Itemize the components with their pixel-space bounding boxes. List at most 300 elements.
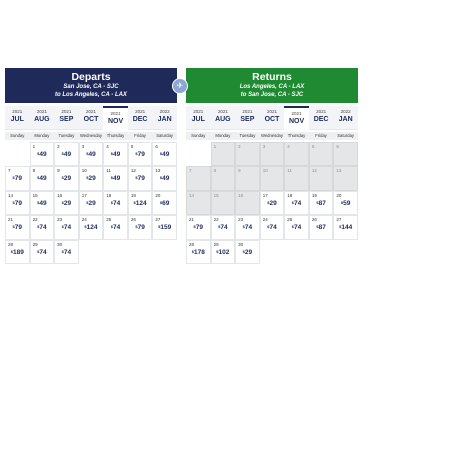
returns-day-cell bbox=[333, 166, 358, 190]
fare-amount: 189 bbox=[12, 248, 24, 256]
swap-airplane-icon[interactable]: ✈ bbox=[172, 78, 188, 94]
fare-amount: 49 bbox=[113, 175, 121, 183]
currency-symbol: $ bbox=[61, 224, 64, 230]
departs-weekday-wednesday: Wednesday bbox=[79, 133, 102, 138]
day-number: 23 bbox=[238, 217, 244, 223]
day-number: 12 bbox=[311, 168, 317, 174]
fare-price bbox=[153, 151, 176, 158]
currency-symbol: $ bbox=[37, 248, 40, 254]
departs-week-row bbox=[5, 191, 177, 215]
fare-price bbox=[55, 200, 78, 207]
returns-day-cell[interactable] bbox=[284, 191, 309, 215]
departs-day-cell[interactable] bbox=[54, 215, 79, 239]
returns-day-cell bbox=[284, 166, 309, 190]
fare-price bbox=[6, 200, 29, 207]
day-number: 7 bbox=[8, 168, 11, 174]
departs-day-cell[interactable] bbox=[128, 142, 153, 166]
departs-weekday-tuesday: Tuesday bbox=[58, 133, 75, 138]
departs-header bbox=[5, 68, 177, 103]
departs-week-row bbox=[5, 215, 177, 239]
currency-symbol: $ bbox=[159, 199, 163, 205]
returns-day-cell[interactable] bbox=[235, 215, 260, 239]
fare-price bbox=[104, 200, 127, 207]
departs-day-cell[interactable] bbox=[79, 215, 104, 239]
returns-weekday-monday: Monday bbox=[215, 133, 231, 138]
returns-day-cell bbox=[186, 191, 211, 215]
currency-symbol: $ bbox=[193, 224, 196, 230]
returns-month-year: 2021 bbox=[291, 111, 302, 116]
departs-empty-cell bbox=[103, 240, 128, 264]
fare-price bbox=[334, 200, 357, 207]
fare-price bbox=[153, 200, 176, 207]
day-number: 5 bbox=[130, 144, 134, 149]
day-number: 28 bbox=[189, 241, 195, 247]
departs-day-cell[interactable] bbox=[152, 191, 177, 215]
returns-month-name: SEP bbox=[240, 116, 255, 123]
departs-panel bbox=[5, 68, 177, 264]
currency-symbol: $ bbox=[135, 224, 138, 230]
returns-panel bbox=[186, 68, 358, 264]
currency-symbol: $ bbox=[110, 224, 114, 230]
day-number: 15 bbox=[213, 192, 219, 198]
departs-month-tab-oct[interactable] bbox=[79, 106, 104, 130]
returns-day-cell[interactable] bbox=[260, 215, 285, 239]
fare-amount: 79 bbox=[14, 199, 23, 207]
departs-month-year: 2021 bbox=[61, 109, 72, 114]
day-number: 8 bbox=[32, 168, 36, 174]
currency-symbol: $ bbox=[61, 151, 64, 156]
departs-day-cell[interactable] bbox=[54, 240, 79, 264]
day-number: 10 bbox=[81, 168, 87, 174]
departs-month-year: 2021 bbox=[12, 109, 23, 114]
departs-empty-cell bbox=[79, 240, 104, 264]
returns-weekday-tuesday: Tuesday bbox=[239, 133, 256, 138]
departs-day-cell[interactable] bbox=[152, 215, 177, 239]
fare-amount: 74 bbox=[39, 248, 47, 256]
departs-day-cell[interactable] bbox=[128, 166, 153, 190]
departs-day-cell[interactable] bbox=[30, 240, 55, 264]
departs-day-cell[interactable] bbox=[79, 191, 104, 215]
day-number: 26 bbox=[311, 217, 317, 223]
fare-amount: 79 bbox=[137, 224, 145, 232]
departs-day-cell[interactable] bbox=[79, 142, 104, 166]
departs-month-tab-nov[interactable] bbox=[103, 106, 128, 130]
returns-week-row bbox=[186, 191, 358, 215]
fare-price bbox=[129, 224, 152, 231]
returns-month-tab-jul[interactable] bbox=[186, 106, 211, 130]
departs-month-tabs bbox=[5, 106, 177, 130]
day-number: 20 bbox=[155, 192, 161, 198]
currency-symbol: $ bbox=[316, 224, 319, 230]
departs-day-cell[interactable] bbox=[30, 191, 55, 215]
returns-month-name: OCT bbox=[264, 116, 280, 123]
fare-price bbox=[31, 151, 54, 158]
returns-month-name: DEC bbox=[313, 116, 329, 123]
fare-price bbox=[261, 200, 284, 207]
departs-route-origin: San Jose, CA - SJC bbox=[63, 84, 119, 90]
fare-amount: 49 bbox=[63, 151, 72, 158]
fare-amount: 29 bbox=[269, 199, 277, 207]
departs-title: Departs bbox=[71, 71, 111, 83]
fare-price bbox=[31, 200, 54, 207]
fare-price bbox=[104, 151, 127, 158]
returns-week-row bbox=[186, 215, 358, 239]
returns-day-cell[interactable] bbox=[260, 191, 285, 215]
currency-symbol: $ bbox=[291, 224, 295, 230]
returns-day-cell bbox=[260, 166, 285, 190]
returns-day-cell[interactable] bbox=[284, 215, 309, 239]
fare-amount: 29 bbox=[244, 248, 253, 256]
departs-week-row bbox=[5, 240, 177, 264]
fare-amount: 79 bbox=[195, 224, 204, 232]
fare-price bbox=[310, 200, 333, 207]
departs-day-cell[interactable] bbox=[152, 142, 177, 166]
returns-route-destination: to San Jose, CA - SJC bbox=[240, 92, 304, 98]
fare-amount: 74 bbox=[220, 224, 228, 232]
returns-day-cell bbox=[284, 142, 309, 166]
fare-price bbox=[285, 200, 308, 207]
day-number: 15 bbox=[32, 192, 38, 198]
fare-price bbox=[80, 224, 103, 231]
fare-price bbox=[55, 249, 78, 256]
day-number: 27 bbox=[336, 217, 342, 223]
departs-day-cell[interactable] bbox=[152, 166, 177, 190]
day-number: 18 bbox=[287, 192, 293, 198]
fare-price bbox=[80, 175, 103, 182]
returns-month-tab-sep[interactable] bbox=[235, 106, 260, 130]
returns-weekday-header bbox=[186, 132, 358, 140]
day-number: 24 bbox=[81, 217, 87, 223]
currency-symbol: $ bbox=[37, 175, 40, 181]
departs-month-tab-jan[interactable] bbox=[152, 106, 177, 130]
returns-day-cell[interactable] bbox=[309, 215, 334, 239]
fare-amount: 178 bbox=[193, 248, 205, 256]
departs-calendar-grid bbox=[5, 142, 177, 264]
returns-month-year: 2021 bbox=[316, 109, 327, 114]
day-number: 30 bbox=[57, 241, 63, 247]
departs-month-name: SEP bbox=[59, 116, 74, 123]
departs-day-cell[interactable] bbox=[54, 166, 79, 190]
departs-weekday-monday: Monday bbox=[34, 133, 50, 138]
day-number: 14 bbox=[8, 192, 14, 198]
departs-day-cell[interactable] bbox=[5, 240, 30, 264]
returns-day-cell bbox=[235, 191, 260, 215]
returns-month-name: AUG bbox=[215, 116, 231, 123]
fare-price bbox=[55, 175, 78, 182]
returns-week-row bbox=[186, 240, 358, 264]
fare-amount: 74 bbox=[244, 224, 253, 232]
fare-amount: 74 bbox=[39, 224, 47, 232]
departs-month-tab-dec[interactable] bbox=[128, 106, 153, 130]
fare-amount: 74 bbox=[269, 224, 277, 232]
fare-amount: 79 bbox=[14, 224, 23, 232]
currency-symbol: $ bbox=[37, 224, 40, 230]
returns-week-row bbox=[186, 166, 358, 190]
departs-day-cell[interactable] bbox=[128, 191, 153, 215]
fare-amount: 69 bbox=[162, 199, 170, 207]
fare-amount: 79 bbox=[137, 151, 145, 158]
fare-price bbox=[104, 175, 127, 182]
fare-price bbox=[334, 224, 357, 231]
fare-price bbox=[31, 224, 54, 231]
fare-amount: 49 bbox=[88, 151, 96, 158]
currency-symbol: $ bbox=[159, 151, 163, 156]
fare-price bbox=[55, 151, 78, 158]
day-number: 25 bbox=[106, 217, 112, 223]
day-number: 6 bbox=[155, 144, 158, 149]
currency-symbol: $ bbox=[340, 199, 344, 205]
returns-month-tab-jan[interactable] bbox=[333, 106, 358, 130]
day-number: 30 bbox=[238, 241, 244, 247]
fare-amount: 124 bbox=[135, 199, 147, 207]
day-number: 25 bbox=[287, 217, 293, 223]
departs-day-cell[interactable] bbox=[128, 215, 153, 239]
fare-price bbox=[104, 224, 127, 231]
returns-day-cell bbox=[211, 166, 236, 190]
day-number: 9 bbox=[238, 168, 241, 174]
departs-day-cell[interactable] bbox=[54, 142, 79, 166]
departs-weekday-header bbox=[5, 132, 177, 140]
day-number: 13 bbox=[336, 168, 342, 174]
fare-amount: 49 bbox=[39, 151, 47, 158]
currency-symbol: $ bbox=[86, 199, 89, 205]
returns-day-cell[interactable] bbox=[309, 191, 334, 215]
returns-month-year: 2022 bbox=[340, 109, 351, 114]
day-number: 17 bbox=[262, 192, 268, 198]
day-number: 3 bbox=[81, 144, 85, 149]
returns-header bbox=[186, 68, 358, 103]
returns-day-cell bbox=[211, 191, 236, 215]
currency-symbol: $ bbox=[12, 175, 15, 181]
day-number: 9 bbox=[57, 168, 60, 174]
departs-month-tab-sep[interactable] bbox=[54, 106, 79, 130]
day-number: 1 bbox=[213, 144, 217, 149]
returns-route-origin: Los Angeles, CA - LAX bbox=[239, 84, 305, 90]
day-number: 18 bbox=[106, 192, 112, 198]
day-number: 21 bbox=[8, 217, 14, 223]
fare-price bbox=[55, 224, 78, 231]
day-number: 8 bbox=[213, 168, 217, 174]
returns-empty-cell bbox=[260, 240, 285, 264]
day-number: 21 bbox=[189, 217, 195, 223]
fare-amount: 49 bbox=[39, 175, 47, 183]
returns-month-tab-aug[interactable] bbox=[211, 106, 236, 130]
day-number: 11 bbox=[106, 168, 111, 174]
departs-weekday-thursday: Thursday bbox=[106, 133, 125, 138]
departs-month-year: 2022 bbox=[159, 109, 170, 114]
day-number: 1 bbox=[32, 144, 36, 149]
departs-empty-cell bbox=[152, 240, 177, 264]
departs-week-row bbox=[5, 166, 177, 190]
returns-month-name: JAN bbox=[338, 116, 353, 123]
currency-symbol: $ bbox=[12, 199, 15, 205]
currency-symbol: $ bbox=[191, 248, 194, 254]
departs-month-tab-aug[interactable] bbox=[30, 106, 55, 130]
fare-amount: 87 bbox=[318, 199, 326, 207]
fare-price bbox=[261, 224, 284, 231]
day-number: 7 bbox=[189, 168, 192, 174]
currency-symbol: $ bbox=[291, 199, 295, 205]
departs-day-cell[interactable] bbox=[103, 142, 128, 166]
currency-symbol: $ bbox=[339, 224, 342, 230]
currency-symbol: $ bbox=[216, 248, 219, 254]
returns-day-cell bbox=[260, 142, 285, 166]
returns-day-cell[interactable] bbox=[211, 215, 236, 239]
fare-amount: 29 bbox=[63, 199, 72, 207]
fare-amount: 79 bbox=[137, 175, 145, 183]
fare-price bbox=[212, 249, 235, 256]
departs-month-year: 2021 bbox=[135, 109, 146, 114]
departs-day-cell[interactable] bbox=[30, 215, 55, 239]
currency-symbol: $ bbox=[110, 199, 114, 205]
departs-day-cell[interactable] bbox=[5, 166, 30, 190]
currency-symbol: $ bbox=[267, 224, 270, 230]
fare-amount: 74 bbox=[294, 224, 302, 232]
currency-symbol: $ bbox=[110, 175, 114, 181]
fare-amount: 29 bbox=[88, 175, 96, 183]
returns-month-tab-dec[interactable] bbox=[309, 106, 334, 130]
day-number: 20 bbox=[336, 192, 342, 198]
currency-symbol: $ bbox=[110, 151, 114, 156]
day-number: 19 bbox=[311, 192, 317, 198]
day-number: 16 bbox=[238, 192, 244, 198]
departs-month-name: NOV bbox=[107, 118, 124, 125]
currency-symbol: $ bbox=[158, 224, 161, 230]
fare-amount: 74 bbox=[113, 199, 121, 207]
day-number: 24 bbox=[262, 217, 268, 223]
returns-empty-cell bbox=[333, 240, 358, 264]
currency-symbol: $ bbox=[242, 224, 245, 230]
departs-month-name: AUG bbox=[34, 116, 50, 123]
returns-day-cell bbox=[309, 142, 334, 166]
currency-symbol: $ bbox=[61, 175, 64, 181]
day-number: 2 bbox=[57, 144, 60, 149]
departs-empty-cell bbox=[5, 142, 30, 166]
returns-day-cell bbox=[309, 166, 334, 190]
fare-amount: 144 bbox=[341, 224, 353, 232]
departs-day-cell[interactable] bbox=[103, 215, 128, 239]
departs-day-cell[interactable] bbox=[54, 191, 79, 215]
returns-month-year: 2021 bbox=[193, 109, 204, 114]
returns-weekday-thursday: Thursday bbox=[287, 133, 306, 138]
day-number: 16 bbox=[57, 192, 63, 198]
fare-amount: 74 bbox=[294, 199, 302, 207]
returns-month-year: 2021 bbox=[242, 109, 253, 114]
departs-month-name: DEC bbox=[132, 116, 148, 123]
fare-amount: 49 bbox=[162, 175, 170, 183]
returns-day-cell bbox=[235, 142, 260, 166]
currency-symbol: $ bbox=[10, 248, 13, 254]
fare-price bbox=[310, 224, 333, 231]
currency-symbol: $ bbox=[159, 175, 163, 181]
currency-symbol: $ bbox=[86, 151, 89, 156]
returns-month-name: NOV bbox=[288, 118, 305, 125]
departs-day-cell[interactable] bbox=[79, 166, 104, 190]
fare-amount: 74 bbox=[63, 224, 72, 232]
departs-weekday-sunday: Sunday bbox=[10, 133, 25, 138]
departs-month-name: JAN bbox=[157, 116, 172, 123]
returns-day-cell[interactable] bbox=[186, 215, 211, 239]
day-number: 28 bbox=[8, 241, 14, 247]
returns-month-tab-nov[interactable] bbox=[284, 106, 309, 130]
fare-amount: 74 bbox=[113, 224, 121, 232]
currency-symbol: $ bbox=[242, 248, 245, 254]
departs-empty-cell bbox=[128, 240, 153, 264]
departs-month-tab-jul[interactable] bbox=[5, 106, 30, 130]
returns-day-cell[interactable] bbox=[333, 215, 358, 239]
fare-amount: 87 bbox=[318, 224, 326, 232]
fare-price bbox=[236, 224, 259, 231]
fare-price bbox=[153, 224, 176, 231]
fare-price bbox=[212, 224, 235, 231]
currency-symbol: $ bbox=[218, 224, 221, 230]
returns-title: Returns bbox=[252, 71, 292, 83]
currency-symbol: $ bbox=[86, 175, 89, 181]
departs-day-cell[interactable] bbox=[30, 166, 55, 190]
fare-price bbox=[129, 200, 152, 207]
day-number: 14 bbox=[189, 192, 195, 198]
fare-price bbox=[80, 151, 103, 158]
returns-day-cell bbox=[186, 166, 211, 190]
returns-day-cell[interactable] bbox=[211, 240, 236, 264]
departs-day-cell[interactable] bbox=[103, 191, 128, 215]
currency-symbol: $ bbox=[135, 151, 138, 156]
returns-month-name: JUL bbox=[191, 116, 205, 123]
day-number: 26 bbox=[130, 217, 136, 223]
fare-price bbox=[187, 249, 210, 256]
day-number: 29 bbox=[32, 241, 38, 247]
fare-amount: 159 bbox=[160, 224, 172, 232]
currency-symbol: $ bbox=[267, 199, 270, 205]
fare-amount: 59 bbox=[343, 199, 351, 207]
day-number: 4 bbox=[287, 144, 290, 149]
returns-month-tab-oct[interactable] bbox=[260, 106, 285, 130]
day-number: 19 bbox=[130, 192, 136, 198]
day-number: 17 bbox=[81, 192, 87, 198]
fare-amount: 79 bbox=[14, 175, 23, 183]
fare-price bbox=[6, 175, 29, 182]
returns-day-cell[interactable] bbox=[235, 240, 260, 264]
returns-week-row bbox=[186, 142, 358, 166]
returns-day-cell bbox=[333, 142, 358, 166]
returns-weekday-wednesday: Wednesday bbox=[260, 133, 283, 138]
day-number: 22 bbox=[32, 217, 38, 223]
departs-weekday-saturday: Saturday bbox=[156, 133, 174, 138]
fare-price bbox=[80, 200, 103, 207]
returns-empty-cell bbox=[309, 240, 334, 264]
day-number: 4 bbox=[106, 144, 109, 149]
returns-day-cell[interactable] bbox=[186, 240, 211, 264]
fare-price bbox=[6, 224, 29, 231]
day-number: 12 bbox=[130, 168, 136, 174]
day-number: 29 bbox=[213, 241, 219, 247]
fare-price bbox=[236, 249, 259, 256]
returns-day-cell bbox=[235, 166, 260, 190]
fare-price bbox=[129, 175, 152, 182]
departs-day-cell[interactable] bbox=[103, 166, 128, 190]
day-number: 23 bbox=[57, 217, 63, 223]
day-number: 6 bbox=[336, 144, 339, 149]
departs-day-cell[interactable] bbox=[30, 142, 55, 166]
returns-day-cell[interactable] bbox=[333, 191, 358, 215]
day-number: 22 bbox=[213, 217, 219, 223]
departs-day-cell[interactable] bbox=[5, 215, 30, 239]
fare-price bbox=[31, 175, 54, 182]
fare-price bbox=[6, 249, 29, 256]
returns-empty-cell bbox=[186, 142, 211, 166]
departs-day-cell[interactable] bbox=[5, 191, 30, 215]
currency-symbol: $ bbox=[61, 248, 64, 254]
